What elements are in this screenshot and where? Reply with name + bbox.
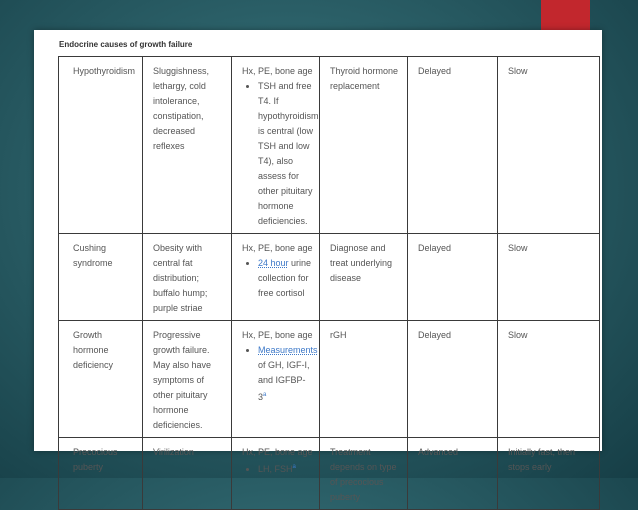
evaluation-link[interactable]: 24 hour — [258, 258, 289, 268]
treatment-cell: Treatment depends on type of precocious puberty — [320, 438, 408, 510]
evaluation-detail: TSH and free T4. If hypothyroidism is central (low TSH and low T4), also assess for other pituitary hormone deficiencies. — [258, 81, 319, 226]
bone-age-cell: Delayed — [408, 321, 498, 438]
bone-age-cell: Delayed — [408, 234, 498, 321]
cause-cell: Hypothyroidism — [59, 57, 143, 234]
cause-cell: Cushing syndrome — [59, 234, 143, 321]
table-sheet — [34, 30, 602, 502]
evaluation-cell — [232, 57, 320, 234]
footnote-marker[interactable]: a — [263, 392, 267, 398]
cause-cell: Growth hormone deficiency — [59, 321, 143, 438]
evaluation-bullet — [258, 460, 313, 477]
evaluation-intro: Hx, PE, bone age — [242, 447, 313, 457]
evaluation-intro: Hx, PE, bone age — [242, 330, 313, 340]
accent-block — [541, 0, 590, 30]
treatment-cell: Thyroid hormone replacement — [320, 57, 408, 234]
table-title: Endocrine causes of growth failure — [59, 40, 193, 49]
evaluation-detail: LH, FSH — [258, 464, 293, 474]
table-row — [59, 57, 600, 234]
treatment-cell: Diagnose and treat underlying disease — [320, 234, 408, 321]
evaluation-link[interactable]: Measurements — [258, 345, 318, 355]
growth-cell: Slow — [498, 321, 600, 438]
table-row — [59, 438, 600, 510]
symptoms-cell: Virilization — [143, 438, 232, 510]
bone-age-cell: Advanced — [408, 438, 498, 510]
footnote-marker[interactable]: a — [292, 464, 296, 470]
evaluation-intro: Hx, PE, bone age — [242, 243, 313, 253]
growth-cell: Slow — [498, 234, 600, 321]
growth-cell: Initially fast, then stops early — [498, 438, 600, 510]
evaluation-bullet — [258, 343, 318, 405]
evaluation-detail: urine collection for free cortisol — [258, 258, 312, 298]
cause-cell: Precocious puberty — [59, 438, 143, 510]
symptoms-cell: Obesity with central fat distribution; buffalo hump; purple striae — [143, 234, 232, 321]
evaluation-cell — [232, 234, 320, 321]
table-row — [59, 321, 600, 438]
symptoms-cell: Progressive growth failure. May also have symptoms of other pituitary hormone deficiencies. — [143, 321, 232, 438]
evaluation-cell — [232, 438, 320, 510]
growth-failure-table — [58, 56, 600, 510]
evaluation-intro: Hx, PE, bone age — [242, 66, 313, 76]
table-row — [59, 234, 600, 321]
bone-age-cell: Delayed — [408, 57, 498, 234]
growth-cell: Slow — [498, 57, 600, 234]
evaluation-bullet — [258, 79, 319, 229]
evaluation-detail: of GH, IGF-I, and IGFBP-3 — [258, 360, 310, 402]
symptoms-cell: Sluggishness, lethargy, cold intolerance, constipation, decreased reflexes — [143, 57, 232, 234]
evaluation-bullet — [258, 256, 313, 301]
evaluation-cell — [232, 321, 320, 438]
treatment-cell: rGH — [320, 321, 408, 438]
